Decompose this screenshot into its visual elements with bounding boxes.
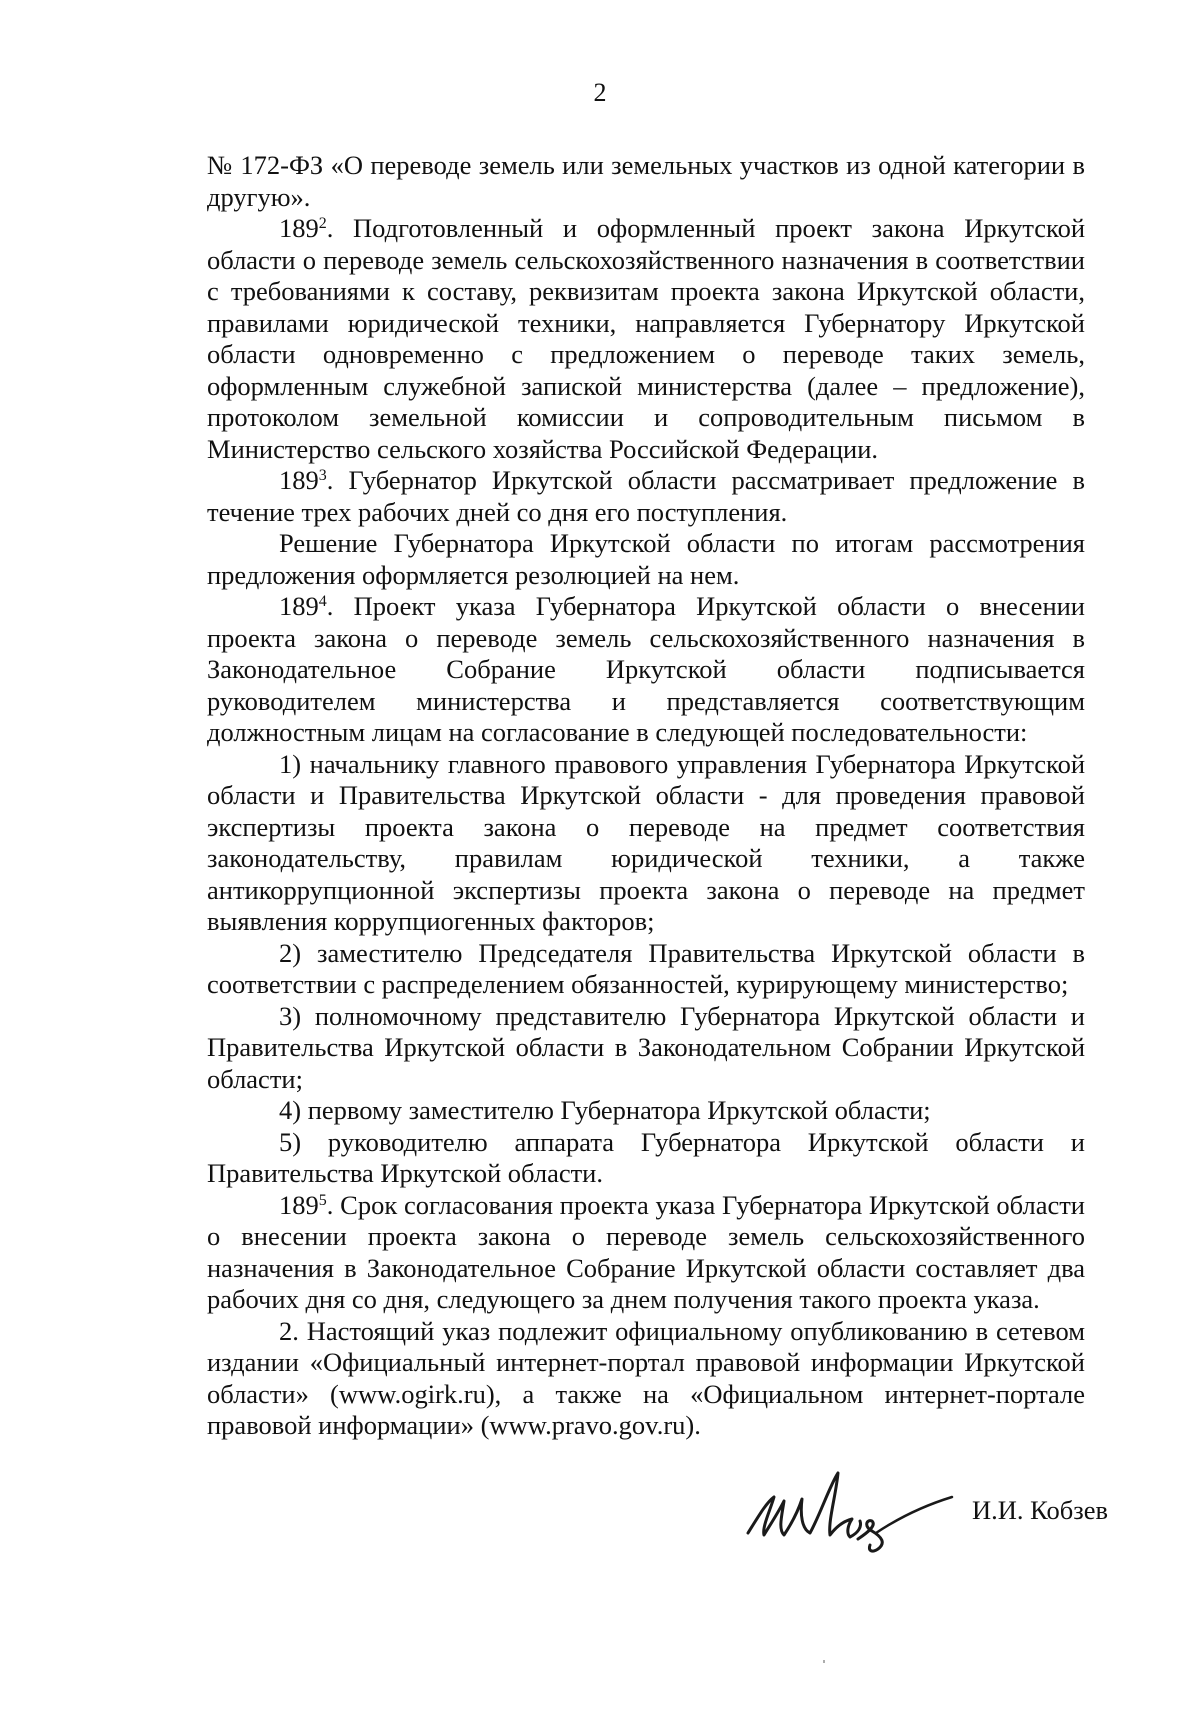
clause-superscript: 3 [318, 467, 327, 484]
clause-text: . Подготовленный и оформленный проект закона Иркутской области о переводе земель сельскохозяйственного назначения в соответствии с требованиями к составу, реквизитам проекта закона Иркутской области, правилами юридической техники, направляется Губернатору Иркутской области одновременно с предложением о переводе таких земель, оформленным служебной запиской министерства (далее – предложение), протоколом земельной комиссии и сопроводительным письмом в Министерство сельского хозяйства Российской Федерации. [207, 213, 1085, 464]
list-item-3 [207, 1001, 1085, 1096]
scan-speck [823, 1660, 825, 1663]
clause-189-3 [207, 465, 1085, 528]
list-item-1 [207, 749, 1085, 938]
clause-text: . Срок согласования проекта указа Губернатора Иркутской области о внесении проекта закона о переводе земель сельскохозяйственного назначения в Законодательное Собрание Иркутской области составляет два рабочих дня со дня, следующего за днем получения такого проекта указа. [207, 1189, 1085, 1314]
clause-189-5 [207, 1190, 1085, 1316]
paragraph-text: № 172-ФЗ «О переводе земель или земельных участков из одной категории в другую». [207, 150, 1085, 212]
clause-text: . Проект указа Губернатора Иркутской области о внесении проекта закона о переводе земель сельскохозяйственного назначения в Законодательное Собрание Иркутской области подписывается руководителем министерства и представляется соответствующим должностным лицам на согласование в следующей последовательности: [207, 591, 1085, 747]
list-item-5 [207, 1127, 1085, 1190]
signature-block [740, 1455, 1140, 1565]
clause-number: 189 [279, 1189, 319, 1220]
clause-number: 189 [279, 591, 319, 621]
signer-name: И.И. Кобзев [972, 1495, 1108, 1525]
document-body [207, 150, 1085, 1442]
list-item-4 [207, 1095, 1085, 1127]
paragraph-1 [207, 150, 1085, 213]
clause-number: 189 [279, 213, 319, 243]
clause-superscript: 5 [318, 1191, 327, 1209]
list-item-text: 5) руководителю аппарата Губернатора Иркутской области и Правительства Иркутской области. [207, 1126, 1085, 1188]
paragraph-text: Решение Губернатора Иркутской области по итогам рассмотрения предложения оформляется резолюцией на нем. [207, 528, 1085, 590]
list-item-text: 4) первому заместителю Губернатора Иркутской области; [279, 1095, 931, 1125]
clause-189-2 [207, 213, 1085, 465]
list-item-text: 3) полномочному представителю Губернатора Иркутской области и Правительства Иркутской области в Законодательном Собрании Иркутской области; [207, 1000, 1085, 1094]
clause-superscript: 2 [318, 215, 327, 232]
clause-number: 189 [279, 465, 319, 495]
list-item-text: 2) заместителю Председателя Правительства Иркутской области в соответствии с распределением обязанностей, курирующему министерство; [207, 937, 1085, 999]
clause-superscript: 4 [318, 593, 327, 610]
list-item-text: 1) начальнику главного правового управления Губернатора Иркутской области и Правительства Иркутской области - для проведения правовой экспертизы проекта закона о переводе на предмет соответствия законодательству, правилам юридической техники, а также антикоррупционной экспертизы проекта закона о переводе на предмет выявления коррупциогенных факторов; [207, 748, 1085, 936]
clause-189-4 [207, 591, 1085, 749]
paragraph-decision [207, 528, 1085, 591]
list-item-2 [207, 938, 1085, 1001]
clause-text: . Губернатор Иркутской области рассматривает предложение в течение трех рабочих дней со дня его поступления. [207, 465, 1085, 527]
paragraph-text: 2. Настоящий указ подлежит официальному опубликованию в сетевом издании «Официальный интернет-портал правовой информации Иркутской области» (www.ogirk.ru), а также на «Официальном интернет-портале правовой информации» (www.pravo.gov.ru). [207, 1315, 1085, 1440]
paragraph-publication [207, 1316, 1085, 1442]
page-number: 2 [593, 78, 607, 107]
handwritten-signature-icon [740, 1455, 960, 1565]
